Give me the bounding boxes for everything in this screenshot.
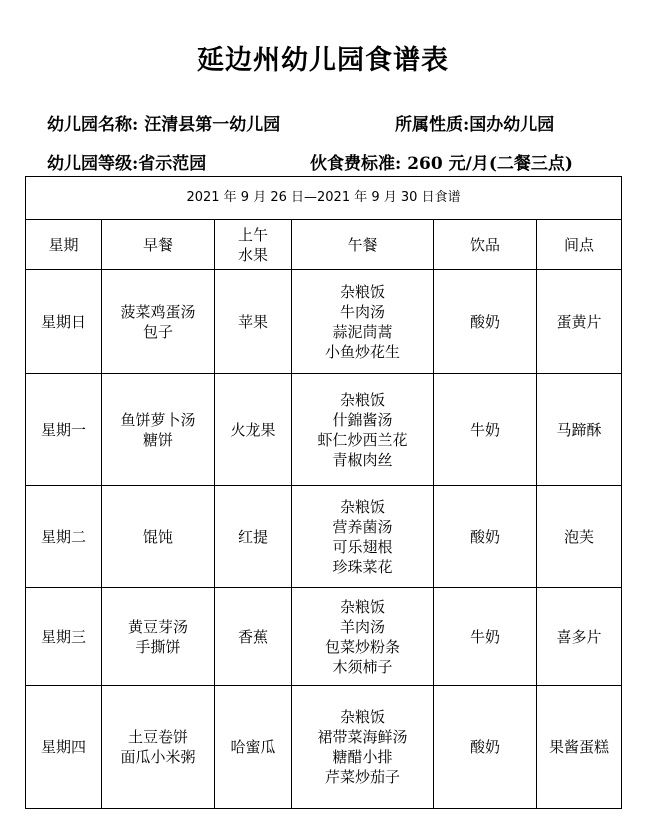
lunch-cell-item: 杂粮饭 xyxy=(339,597,385,616)
kindergarten-type-label: 所属性质: xyxy=(395,115,470,135)
lunch-cell-item: 虾仁炒西兰花 xyxy=(317,430,408,449)
lunch-cell-item: 杂粮饭 xyxy=(339,497,385,516)
breakfast-cell xyxy=(102,374,215,486)
lunch-cell-item: 牛肉汤 xyxy=(339,302,385,321)
drink-cell: 酸奶 xyxy=(434,686,537,809)
breakfast-cell xyxy=(102,486,215,588)
header-fruit xyxy=(215,220,292,270)
kindergarten-grade-label: 幼儿园等级: xyxy=(47,154,139,174)
header-drink: 饮品 xyxy=(434,220,537,270)
drink-cell: 酸奶 xyxy=(434,486,537,588)
lunch-cell-item: 蒜泥茼蒿 xyxy=(332,322,393,341)
table-row xyxy=(26,686,622,809)
lunch-cell-item: 杂粮饭 xyxy=(339,708,385,726)
header-fruit-line1: 上午 xyxy=(237,225,268,244)
kindergarten-name-value: 汪清县第一幼儿园 xyxy=(144,115,281,135)
header-day: 星期 xyxy=(26,220,102,270)
breakfast-cell-item: 菠菜鸡蛋汤 xyxy=(120,302,196,321)
table-row xyxy=(26,486,622,588)
lunch-cell-item: 木须柿子 xyxy=(332,657,393,676)
menu-table xyxy=(25,176,622,809)
page-title: 延边州幼儿园食谱表 xyxy=(197,45,449,76)
meal-fee-value: 260 元/月(二餐三点) xyxy=(407,154,573,174)
meal-fee xyxy=(310,149,573,174)
snack-cell: 泡芙 xyxy=(537,486,622,588)
lunch-cell xyxy=(292,686,434,809)
table-row xyxy=(26,588,622,686)
drink-cell: 酸奶 xyxy=(434,270,537,374)
day-cell: 星期四 xyxy=(26,686,102,809)
kindergarten-name-label: 幼儿园名称: xyxy=(47,115,139,135)
day-cell: 星期三 xyxy=(26,588,102,686)
breakfast-cell xyxy=(102,270,215,374)
fruit-cell: 哈蜜瓜 xyxy=(215,686,292,809)
snack-cell: 蛋黄片 xyxy=(537,270,622,374)
fruit-cell: 苹果 xyxy=(215,270,292,374)
lunch-cell xyxy=(292,270,434,374)
table-row xyxy=(26,270,622,374)
kindergarten-type-value: 国办幼儿园 xyxy=(469,115,555,135)
lunch-cell-item: 杂粮饭 xyxy=(339,390,385,409)
fruit-cell: 红提 xyxy=(215,486,292,588)
lunch-cell-item: 珍珠菜花 xyxy=(332,557,393,576)
lunch-cell-item: 杂粮饭 xyxy=(339,282,385,301)
breakfast-cell-item: 糖饼 xyxy=(142,430,173,449)
breakfast-cell-item: 土豆卷饼 xyxy=(127,728,188,746)
day-cell: 星期二 xyxy=(26,486,102,588)
lunch-cell-item: 青椒肉丝 xyxy=(332,450,393,469)
breakfast-cell-item: 馄饨 xyxy=(142,527,173,546)
lunch-cell-item: 可乐翅根 xyxy=(332,537,393,556)
header-lunch: 午餐 xyxy=(292,220,434,270)
snack-cell: 喜多片 xyxy=(537,588,622,686)
lunch-cell-item: 裙带菜海鲜汤 xyxy=(317,728,408,746)
menu-body xyxy=(26,270,622,809)
lunch-cell xyxy=(292,588,434,686)
header-fruit-line2: 水果 xyxy=(237,245,268,264)
header-snack: 间点 xyxy=(537,220,622,270)
lunch-cell-item: 包菜炒粉条 xyxy=(324,637,400,656)
lunch-cell-item: 营养菌汤 xyxy=(332,517,393,536)
breakfast-cell-item: 手撕饼 xyxy=(135,637,181,656)
breakfast-cell-item: 鱼饼萝卜汤 xyxy=(120,410,196,429)
snack-cell: 果酱蛋糕 xyxy=(537,686,622,809)
table-row xyxy=(26,374,622,486)
snack-cell: 马蹄酥 xyxy=(537,374,622,486)
date-range: 2021 年 9 月 26 日—2021 年 9 月 30 日食谱 xyxy=(26,177,622,220)
breakfast-cell xyxy=(102,588,215,686)
breakfast-cell-item: 面瓜小米粥 xyxy=(120,748,196,766)
lunch-cell-item: 羊肉汤 xyxy=(339,617,385,636)
lunch-cell-item: 芹菜炒茄子 xyxy=(324,768,400,786)
kindergarten-grade-value: 省示范园 xyxy=(138,154,207,174)
header-breakfast: 早餐 xyxy=(102,220,215,270)
meal-fee-label: 伙食费标准: xyxy=(310,154,402,174)
breakfast-cell-item: 黄豆芽汤 xyxy=(127,617,188,636)
fruit-cell: 火龙果 xyxy=(215,374,292,486)
fruit-cell: 香蕉 xyxy=(215,588,292,686)
kindergarten-grade xyxy=(47,149,206,174)
lunch-cell-item: 糖醋小排 xyxy=(332,748,393,766)
lunch-cell xyxy=(292,374,434,486)
kindergarten-type xyxy=(395,110,554,135)
day-cell: 星期日 xyxy=(26,270,102,374)
drink-cell: 牛奶 xyxy=(434,588,537,686)
header-row xyxy=(26,220,622,270)
day-cell: 星期一 xyxy=(26,374,102,486)
lunch-cell xyxy=(292,486,434,588)
drink-cell: 牛奶 xyxy=(434,374,537,486)
lunch-cell-item: 什錦酱汤 xyxy=(332,410,393,429)
breakfast-cell-item: 包子 xyxy=(142,322,173,341)
breakfast-cell xyxy=(102,686,215,809)
lunch-cell-item: 小鱼炒花生 xyxy=(324,342,400,361)
kindergarten-name xyxy=(47,110,280,135)
